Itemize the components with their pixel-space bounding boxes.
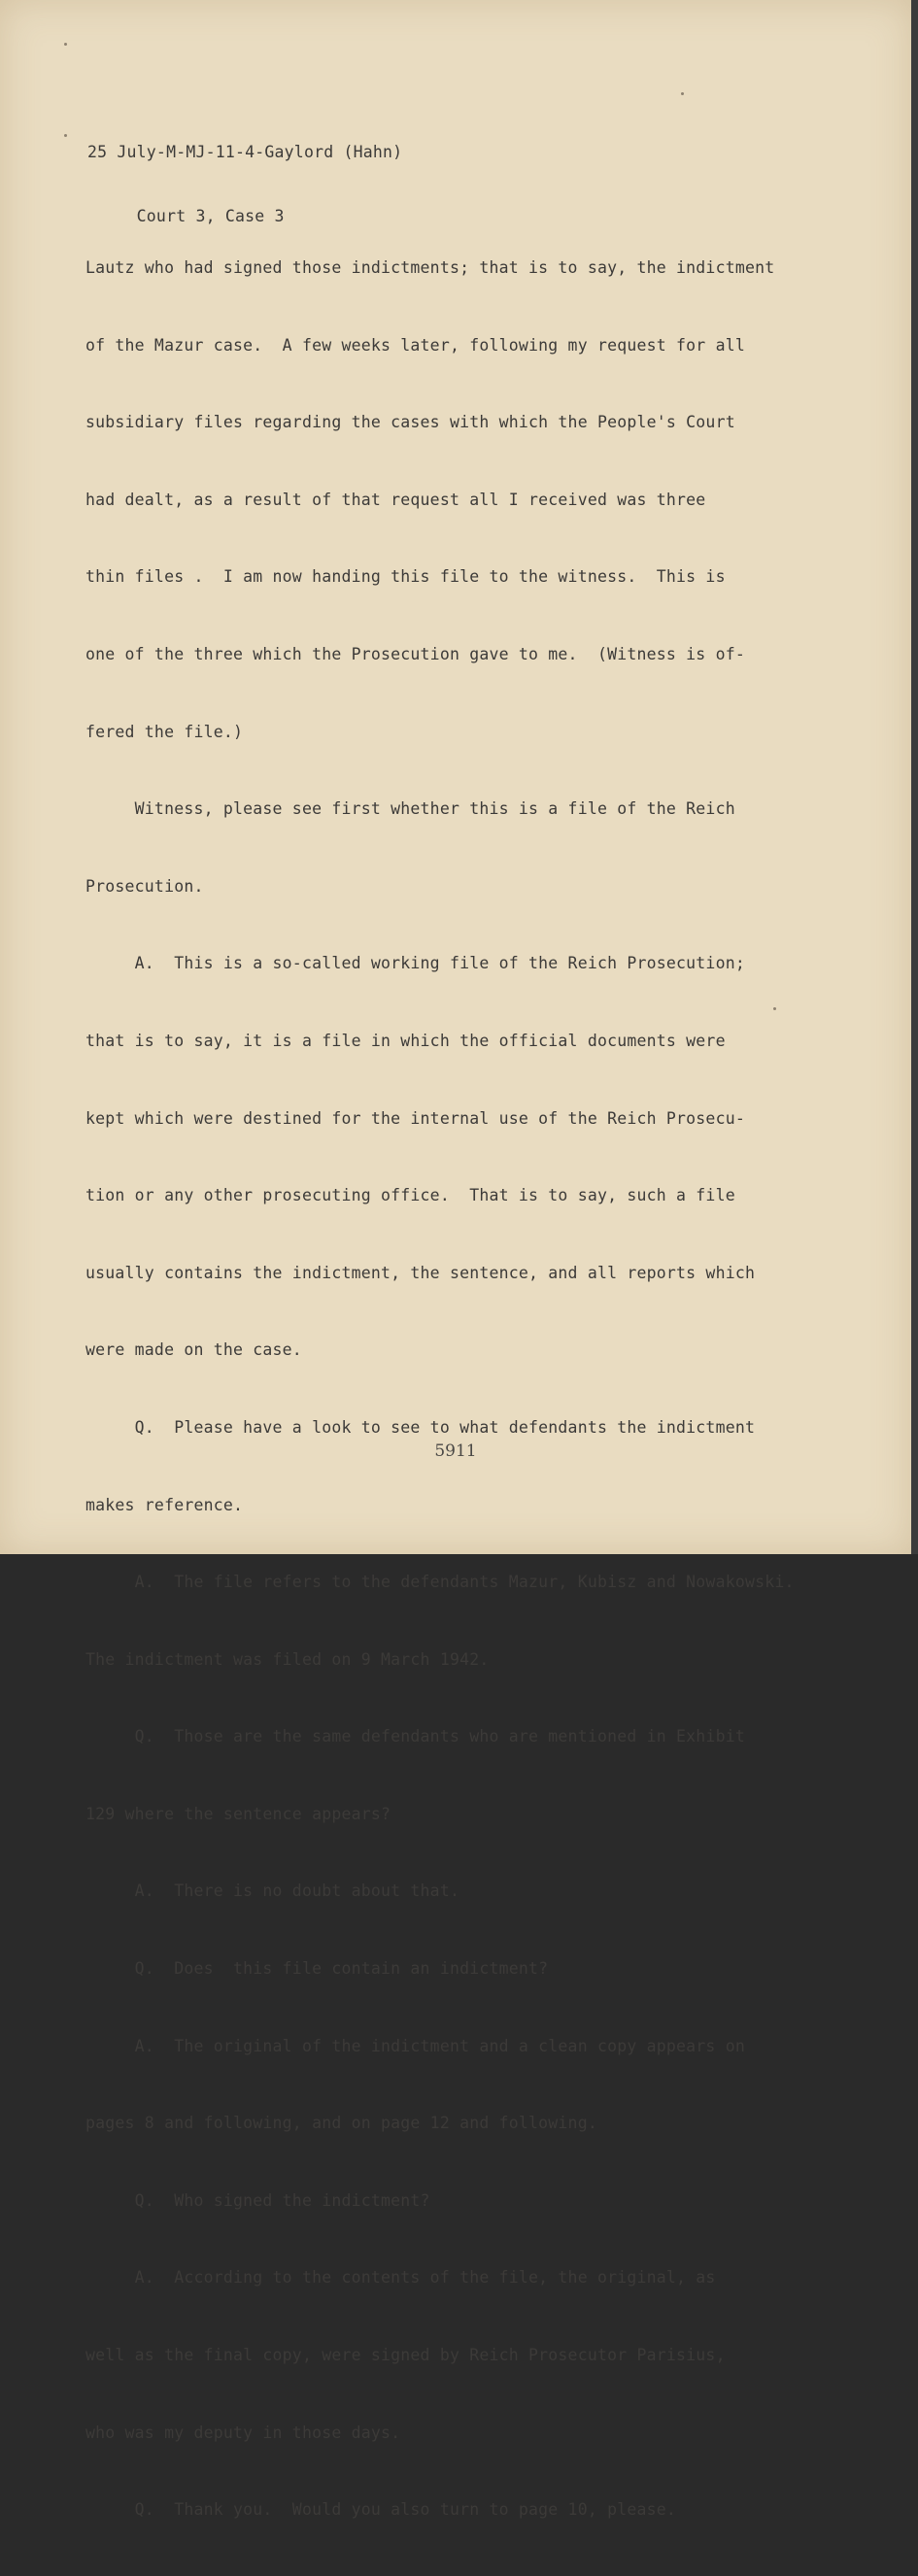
transcript-line: Q. Thank you. Would you also turn to page 10, please.	[85, 2500, 677, 2520]
transcript-line: Q. Those are the same defendants who are mentioned in Exhibit	[85, 1727, 745, 1746]
transcript-line: Q. Who signed the indictment?	[85, 2190, 430, 2210]
transcript-line: thin files . I am now handing this file to the witness. This is	[85, 567, 726, 587]
transcript-line: Lautz who had signed those indictments; that is to say, the indictment	[85, 258, 775, 277]
paper-speck	[64, 43, 67, 46]
paper-speck	[773, 1007, 776, 1010]
paper-speck	[64, 134, 67, 137]
page-number: 5911	[434, 1441, 477, 1461]
transcript-line: Q. Does this file contain an indictment?	[85, 1959, 549, 1979]
transcript-line: makes reference.	[85, 1495, 244, 1514]
transcript-line: that is to say, it is a file in which the official documents were	[85, 1031, 726, 1050]
transcript-line: A. The original of the indictment and a clean copy appears on	[85, 2036, 745, 2055]
transcript-line: one of the three which the Prosecution gave to me. (Witness is of-	[85, 644, 745, 663]
transcript-line: Q. Please have a look to see to what defendants the indictment	[85, 1417, 756, 1437]
header-reference-line: 25 July-M-MJ-11-4-Gaylord (Hahn)	[87, 143, 403, 161]
transcript-line: kept which were destined for the internal use of the Reich Prosecu-	[85, 1108, 745, 1128]
paper-speck	[681, 92, 684, 95]
header-court-case-line: Court 3, Case 3	[87, 207, 285, 225]
transcript-line: usually contains the indictment, the sentence, and all reports which	[85, 1263, 756, 1282]
transcript-line: who was my deputy in those days.	[85, 2423, 401, 2442]
transcript-line: tion or any other prosecuting office. That is to say, such a file	[85, 1186, 735, 1205]
transcript-line: of the Mazur case. A few weeks later, following my request for all	[85, 335, 745, 355]
transcript-line: well as the final copy, were signed by Reich Prosecutor Parisius,	[85, 2346, 726, 2365]
scan-edge	[911, 0, 918, 1554]
transcript-line: 129 where the sentence appears?	[85, 1804, 391, 1823]
transcript-line: A. According to the contents of the file, the original, as	[85, 2268, 716, 2288]
transcript-line: had dealt, as a result of that request all I received was three	[85, 490, 706, 509]
transcript-line: were made on the case.	[85, 1340, 302, 1360]
transcript-body	[85, 220, 882, 2576]
transcript-line: A. There is no doubt about that.	[85, 1881, 460, 1901]
transcript-line: subsidiary files regarding the cases with which the People's Court	[85, 413, 735, 432]
transcript-line: pages 8 and following, and on page 12 and following.	[85, 2114, 597, 2133]
transcript-line: The indictment was filed on 9 March 1942.	[85, 1649, 490, 1669]
transcript-line: A. The file refers to the defendants Mazur, Kubisz and Nowakowski.	[85, 1573, 795, 1592]
transcript-line: Prosecution.	[85, 876, 204, 896]
transcript-line: Witness, please see first whether this is a file of the Reich	[85, 799, 735, 819]
transcript-line: A. This is a so-called working file of the Reich Prosecution;	[85, 954, 745, 973]
transcript-line: fered the file.)	[85, 722, 244, 741]
